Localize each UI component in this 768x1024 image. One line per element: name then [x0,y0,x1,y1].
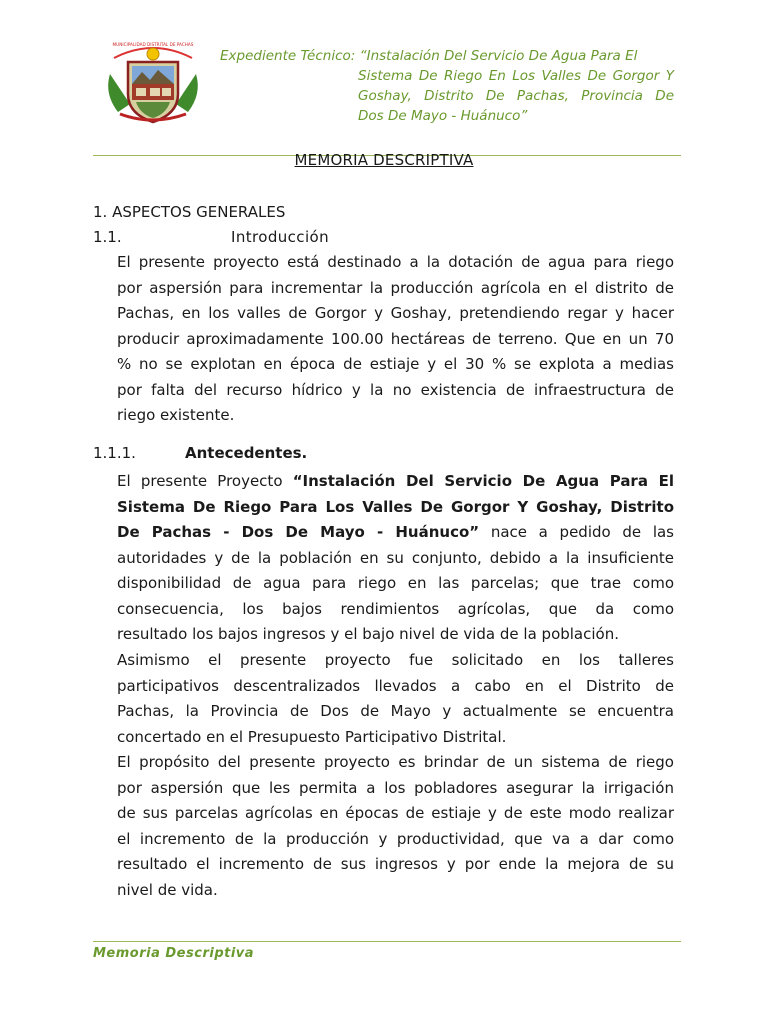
text-line: de sus parcelas agrícolas en épocas de estiaje y de este modo realizar [117,804,674,822]
text-line: por falta del recurso hídrico y la no existencia de infraestructura de [117,380,674,399]
subsection-number: 1.1. [93,228,122,246]
document-header [220,46,674,126]
text-line: por aspersión para incrementar la producción agrícola en el distrito de [117,278,674,297]
antecedentes-title: Antecedentes. [185,444,308,462]
intro-paragraph [117,250,674,429]
subsection-title: Introducción [231,228,330,246]
text-line: producir aproximadamente 100.00 hectáreas de terreno. Que en un 70 [117,329,674,348]
header-line-3: Goshay, Distrito De Pachas, Provincia De [358,88,674,104]
text-line: disponibilidad de agua para riego en las parcelas; que trae como [117,574,674,592]
text-line: El presente proyecto está destinado a la dotación de agua para riego [117,253,674,271]
antecedentes-paragraph-1 [117,469,674,648]
text-line: participativos descentralizados llevados a cabo en el Distrito de [117,676,674,695]
text-line: % no se explotan en época de estiaje y el 30 % se explota a medias [117,355,674,373]
page-footer: Memoria Descriptiva [93,946,255,961]
text-line: nivel de vida. [117,880,218,899]
text-run: El presente Proyecto [117,472,293,490]
header-line-2: Sistema De Riego En Los Valles De Gorgor Y [358,68,674,84]
text-line: Pachas, la Provincia de Dos de Mayo y actualmente se encuentra [117,702,674,720]
text-line: concertado en el Presupuesto Participativo Distrital. [117,727,507,746]
page-title: MEMORIA DESCRIPTIVA [294,151,474,169]
project-name-bold: “Instalación Del Servicio De Agua Para El [292,472,674,490]
antecedentes-paragraph-2 [117,648,674,750]
text-line: resultado los bajos ingresos y el bajo nivel de vida de la población. [117,625,619,643]
text-line: Asimismo el presente proyecto fue solicitado en los talleres [117,651,674,669]
footer-rule [93,941,681,942]
text-line: El propósito del presente proyecto es brindar de un sistema de riego [117,753,674,771]
section-heading: 1. ASPECTOS GENERALES [93,203,286,221]
text-line: por aspersión que les permita a los pobladores asegurar la irrigación [117,778,674,797]
text-line: autoridades y de la población en su conjunto, debido a la insuficiente [117,548,674,567]
antecedentes-paragraph-3 [117,750,674,903]
text-line: consecuencia, los bajos rendimientos agrícolas, que da como [117,599,674,618]
antecedentes-number: 1.1.1. [93,444,136,462]
text-line: resultado el incremento de sus ingresos y por ende la mejora de su [117,855,674,873]
text-line: Pachas, en los valles de Gorgor y Goshay, pretendiendo regar y hacer [117,304,674,322]
header-line-4: Dos De Mayo - Huánuco” [358,108,528,124]
text-line: riego existente. [117,406,235,424]
text-line: el incremento de la producción y productividad, que va a dar como [117,829,674,848]
project-name-bold: De Pachas - Dos De Mayo - Huánuco” [117,523,480,541]
crest-lettering: MUNICIPALIDAD DISTRITAL DE PACHAS [112,42,194,47]
text-run: nace a pedido de las [479,523,674,541]
header-line-1: Expediente Técnico: “Instalación Del Servicio De Agua Para El [220,48,638,64]
project-name-bold: Sistema De Riego Para Los Valles De Gorgor Y Goshay, Distrito [117,497,674,516]
municipal-crest-logo [100,34,206,126]
